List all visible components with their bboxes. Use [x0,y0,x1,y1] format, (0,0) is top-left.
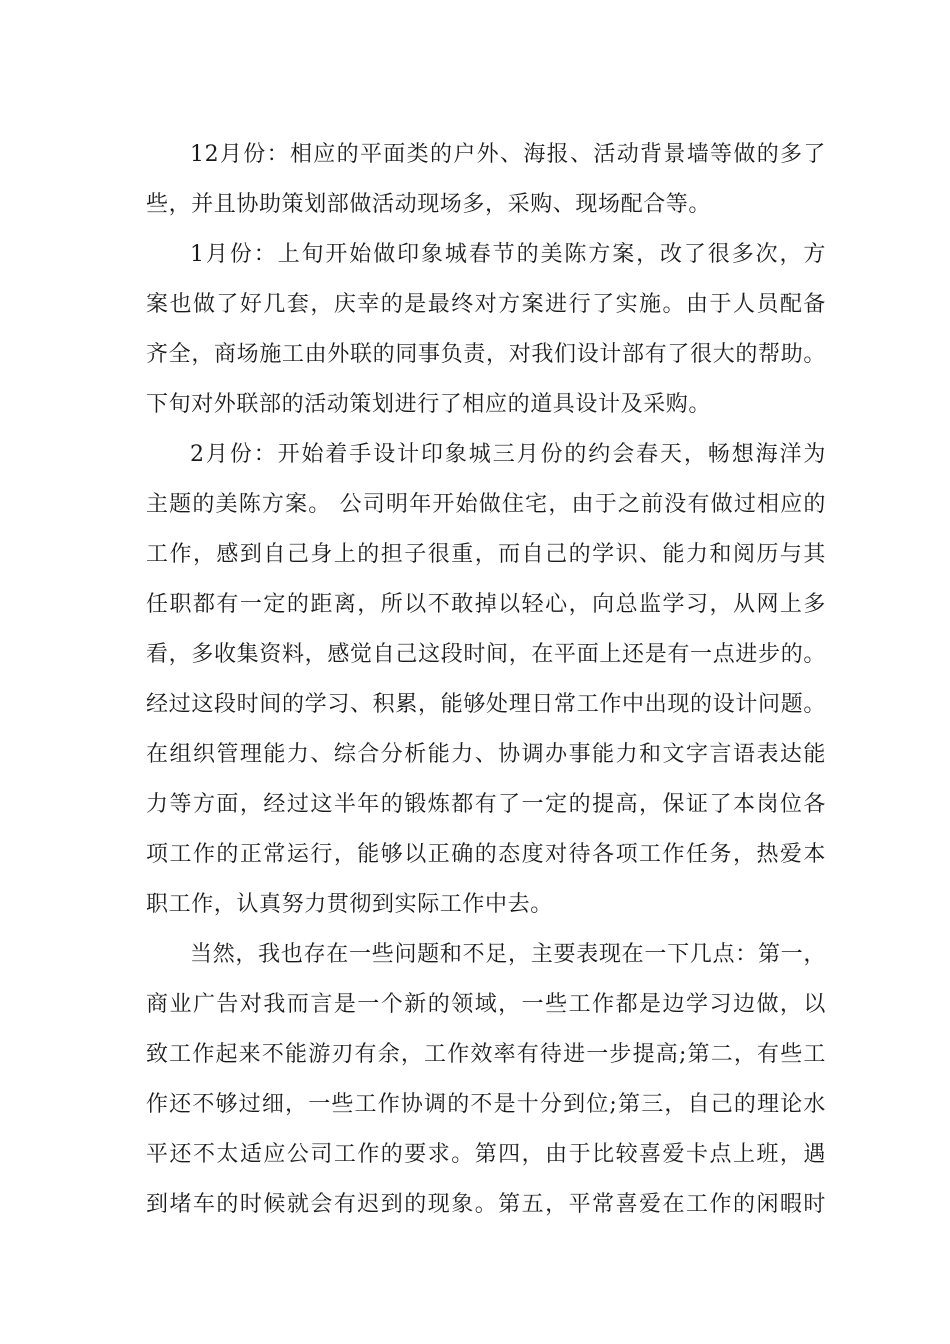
paragraph-february-line-8: 力等方面，经过这半年的锻炼都有了一定的提高，保证了本岗位各 [146,792,826,817]
paragraph-shortcomings-line-6: 到堵车的时候就会有迟到的现象。第五，平常喜爱在工作的闲暇时 [146,1192,826,1217]
paragraph-february-line-2: 主题的美陈方案。 公司明年开始做住宅，由于之前没有做过相应的 [146,492,826,517]
paragraph-february-line-3: 工作，感到自己身上的担子很重，而自己的学识、能力和阅历与其 [146,542,826,567]
paragraph-february-line-4: 任职都有一定的距离，所以不敢掉以轻心，向总监学习，从网上多 [146,592,826,617]
paragraph-february-line-6: 经过这段时间的学习、积累，能够处理日常工作中出现的设计问题。 [146,692,826,717]
document-body [146,130,826,1230]
paragraph-january-line-2: 案也做了好几套，庆幸的是最终对方案进行了实施。由于人员配备 [146,292,826,317]
paragraph-december-line-2: 些，并且协助策划部做活动现场多，采购、现场配合等。 [146,192,712,217]
paragraph-january-line-1: 1月份：上旬开始做印象城春节的美陈方案，改了很多次，方 [190,242,826,267]
paragraph-january-line-4: 下旬对外联部的活动策划进行了相应的道具设计及采购。 [146,392,712,417]
paragraph-february-line-1: 2月份：开始着手设计印象城三月份的约会春天，畅想海洋为 [190,442,826,467]
paragraph-shortcomings-line-2: 商业广告对我而言是一个新的领域，一些工作都是边学习边做，以 [146,992,826,1017]
paragraph-february-line-9: 项工作的正常运行，能够以正确的态度对待各项工作任务，热爱本 [146,842,826,867]
paragraph-shortcomings-line-4: 作还不够过细，一些工作协调的不是十分到位;第三，自己的理论水 [146,1092,826,1117]
paragraph-january-line-3: 齐全，商场施工由外联的同事负责，对我们设计部有了很大的帮助。 [146,342,826,367]
paragraph-february-line-7: 在组织管理能力、综合分析能力、协调办事能力和文字言语表达能 [146,742,826,767]
paragraph-shortcomings-line-3: 致工作起来不能游刃有余，工作效率有待进一步提高;第二，有些工 [146,1042,826,1067]
paragraph-shortcomings-line-1: 当然，我也存在一些问题和不足，主要表现在一下几点：第一， [190,942,826,967]
paragraph-february-line-5: 看，多收集资料，感觉自己这段时间，在平面上还是有一点进步的。 [146,642,826,667]
paragraph-december-line-1: 12月份：相应的平面类的户外、海报、活动背景墙等做的多了 [190,142,826,167]
paragraph-february-line-10: 职工作，认真努力贯彻到实际工作中去。 [146,892,553,917]
paragraph-shortcomings-line-5: 平还不太适应公司工作的要求。第四，由于比较喜爱卡点上班，遇 [146,1142,826,1167]
